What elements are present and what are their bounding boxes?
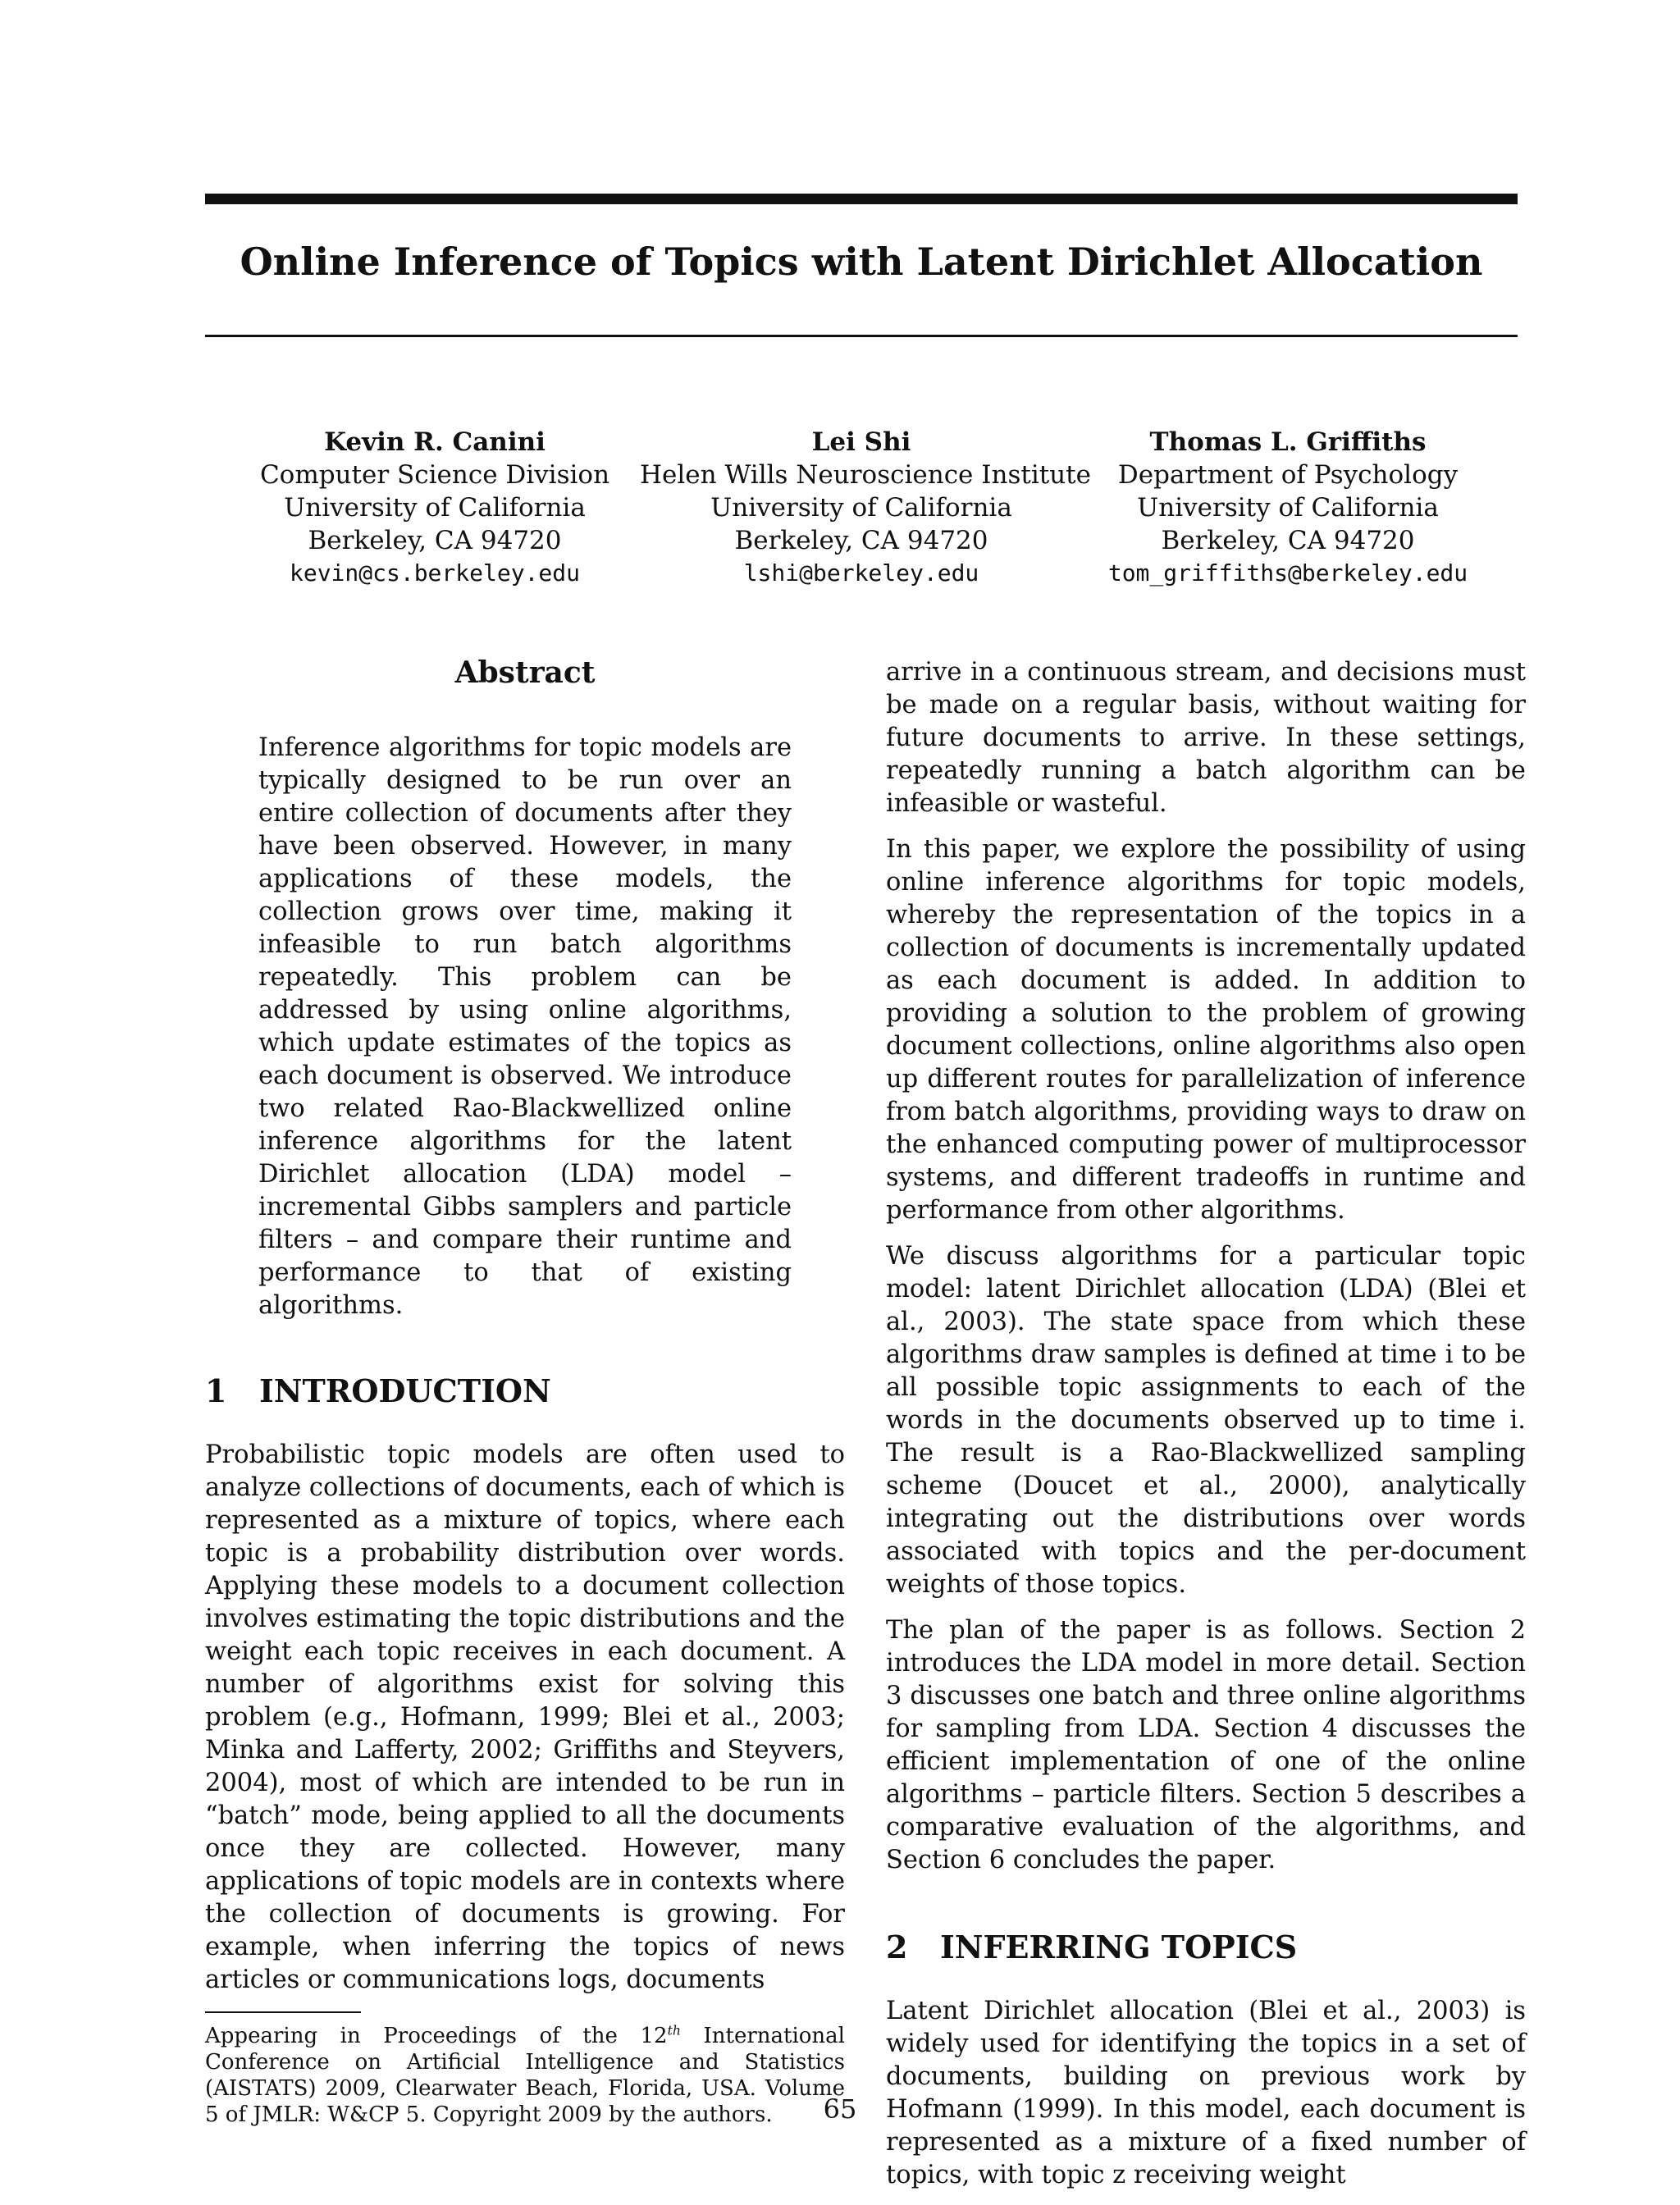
abstract-text: Inference algorithms for topic models are typically designed to be run over an entire collection of documents after they have been observed. However, in many applications of these models, the collection grows over time, making it infeasible to run batch algorithms repeatedly. This problem can be addressed by using online algorithms, which update estimates of the topics as each document is observed. We introduce two related Rao-Blackwellized online inference algorithms for the latent Dirichlet allocation (LDA) model – incremental Gibbs samplers and particle filters – and compare their runtime and performance to that of existing algorithms. (258, 733, 792, 1320)
author-email: tom_griffiths@berkeley.edu (1107, 559, 1468, 587)
author-name: Kevin R. Canini (324, 427, 546, 457)
page-number: 65 (823, 2093, 857, 2125)
author-affiliation: Computer Science Division (259, 460, 610, 490)
section-heading-inferring-topics (886, 1929, 1526, 1965)
paper-title: Online Inference of Topics with Latent Dirichlet Allocation (240, 240, 1483, 284)
footnote-rule (205, 2011, 361, 2013)
section-heading-introduction (205, 1373, 845, 1409)
author-institution: University of California (1137, 493, 1439, 523)
paragraph: The plan of the paper is as follows. Section 2 introduces the LDA model in more detail. Section 3 discusses one batch and three online algorithms for sampling from LDA. Section 4 discusses the efficient implementation of one of the online algorithms – particle filters. Section 5 describes a comparative evaluation of the algorithms, and Section 6 concludes the paper. (886, 1616, 1526, 1874)
author-name: Lei Shi (811, 427, 911, 457)
top-rule (205, 194, 1518, 204)
footnote: Appearing in Proceedings of the 12th International Conference on Artificial Intelligence and Statistics (AISTATS) 2009, Clearwater Beach, Florida, USA. Volume 5 of JMLR: W&CP 5. Copyright 2009 by the authors. (205, 2023, 845, 2127)
author-name: Thomas L. Griffiths (1149, 427, 1427, 457)
section-number: 1 (205, 1372, 227, 1409)
left-column (205, 656, 845, 2128)
author-email: lshi@berkeley.edu (743, 559, 979, 587)
paragraph: Probabilistic topic models are often used to analyze collections of documents, each of which is represented as a mixture of topics, where each topic is a probability distribution over words. Applying these models to a document collection involves estimating the topic distributions and the weight each topic receives in each document. A number of algorithms exist for solving this problem (e.g., Hofmann, 1999; Blei et al., 2003; Minka and Lafferty, 2002; Griffiths and Steyvers, 2004), most of which are intended to be run in “batch” mode, being applied to all the documents once they are collected. However, many applications of topic models are in contexts where the collection of documents is growing. For example, when inferring the topics of news articles or communications logs, documents (205, 1440, 845, 1994)
title-rule (205, 335, 1518, 337)
author-affiliation: Department of Psychology (1117, 460, 1459, 490)
author-address: Berkeley, CA 94720 (308, 526, 562, 555)
author-address: Berkeley, CA 94720 (734, 526, 988, 555)
author-block-1 (246, 426, 623, 590)
author-email: kevin@cs.berkeley.edu (289, 559, 580, 587)
paragraph: We discuss algorithms for a particular topic model: latent Dirichlet allocation (LDA) (Blei et al., 2003). The state space from which these algorithms draw samples is defined at time i to be all possible topic assignments to each of the words in the documents observed up to time i. The result is a Rao-Blackwellized sampling scheme (Doucet et al., 2000), analytically integrating out the distributions over words associated with topics and the per-document weights of those topics. (886, 1242, 1526, 1599)
author-address: Berkeley, CA 94720 (1161, 526, 1415, 555)
section-title: INFERRING TOPICS (940, 1929, 1298, 1965)
abstract-heading: Abstract (454, 655, 596, 690)
footnote-superscript: th (667, 2023, 681, 2038)
right-column (886, 656, 1526, 2205)
author-affiliation: Helen Wills Neuroscience Institute (640, 460, 1091, 490)
paragraph: Latent Dirichlet allocation (Blei et al., 2003) is widely used for identifying the topics in a set of documents, building on previous work by Hofmann (1999). In this model, each document is represented as a mixture of a fixed number of topics, with topic z receiving weight (886, 1997, 1526, 2189)
paragraph: arrive in a continuous stream, and decisions must be made on a regular basis, without waiting for future documents to arrive. In these settings, repeatedly running a batch algorithm can be infeasible or wasteful. (886, 658, 1526, 818)
paragraph: In this paper, we explore the possibility of using online inference algorithms for topic models, whereby the representation of the topics in a collection of documents is incrementally updated as each document is added. In addition to providing a solution to the problem of growing document collections, online algorithms also open up different routes for parallelization of inference from batch algorithms, providing ways to draw on the enhanced computing power of multiprocessor systems, and different tradeoffs in runtime and performance from other algorithms. (886, 835, 1526, 1225)
author-institution: University of California (284, 493, 586, 523)
section-number: 2 (886, 1929, 908, 1965)
section-title: INTRODUCTION (259, 1372, 551, 1409)
author-block-2 (640, 426, 1091, 590)
author-institution: University of California (710, 493, 1012, 523)
author-block-3 (1091, 426, 1485, 590)
